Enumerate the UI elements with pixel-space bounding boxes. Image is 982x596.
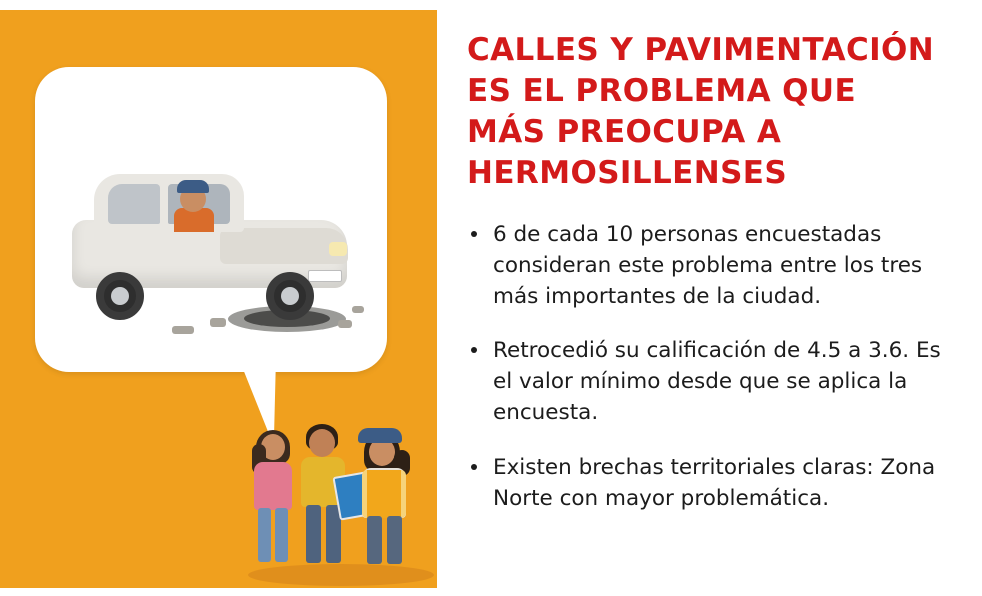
surveyors-group-illustration — [238, 424, 437, 590]
leg-left — [367, 516, 382, 564]
bullet-dot-icon — [471, 464, 477, 470]
car-in-pothole-illustration — [52, 150, 370, 350]
leg-left — [306, 505, 321, 563]
page-title: CALLES Y PAVIMENTACIÓN ES EL PROBLEMA QUE MÁS PREOCUPA A HERMOSILLENSES — [467, 32, 935, 191]
leg-right — [275, 508, 288, 562]
bottom-margin — [0, 588, 982, 596]
top-margin — [0, 0, 982, 10]
panel-divider — [437, 0, 447, 596]
rubble-piece — [172, 326, 194, 334]
safety-vest — [362, 470, 406, 518]
car-rear-window — [108, 184, 160, 224]
head — [309, 429, 335, 457]
bullet-dot-icon — [471, 231, 477, 237]
leg-right — [387, 516, 402, 564]
list-item-text: Existen brechas territoriales claras: Zona Norte con mayor problemática. — [493, 455, 936, 512]
car-rear-wheel — [96, 272, 144, 320]
car-front-wheel — [266, 272, 314, 320]
rubble-piece — [352, 306, 364, 313]
content-panel — [437, 0, 982, 596]
bullet-dot-icon — [471, 347, 477, 353]
list-item — [467, 336, 952, 429]
rubble-piece — [210, 318, 226, 327]
illustration-panel — [0, 0, 437, 596]
car-license-plate — [308, 270, 342, 282]
car-headlight — [329, 242, 347, 256]
group-ground-shadow — [248, 564, 434, 586]
leg-left — [258, 508, 271, 562]
key-findings-list — [467, 220, 952, 516]
list-item — [467, 453, 952, 515]
list-item — [467, 220, 952, 313]
list-item-text: Retrocedió su calificación de 4.5 a 3.6. Es el valor mínimo desde que se aplica la encuesta. — [493, 338, 941, 426]
torso — [254, 462, 292, 510]
rubble-piece — [338, 320, 352, 328]
cap — [358, 428, 402, 443]
driver-cap — [177, 180, 209, 193]
list-item-text: 6 de cada 10 personas encuestadas consideran este problema entre los tres más importantes de la ciudad. — [493, 221, 923, 309]
